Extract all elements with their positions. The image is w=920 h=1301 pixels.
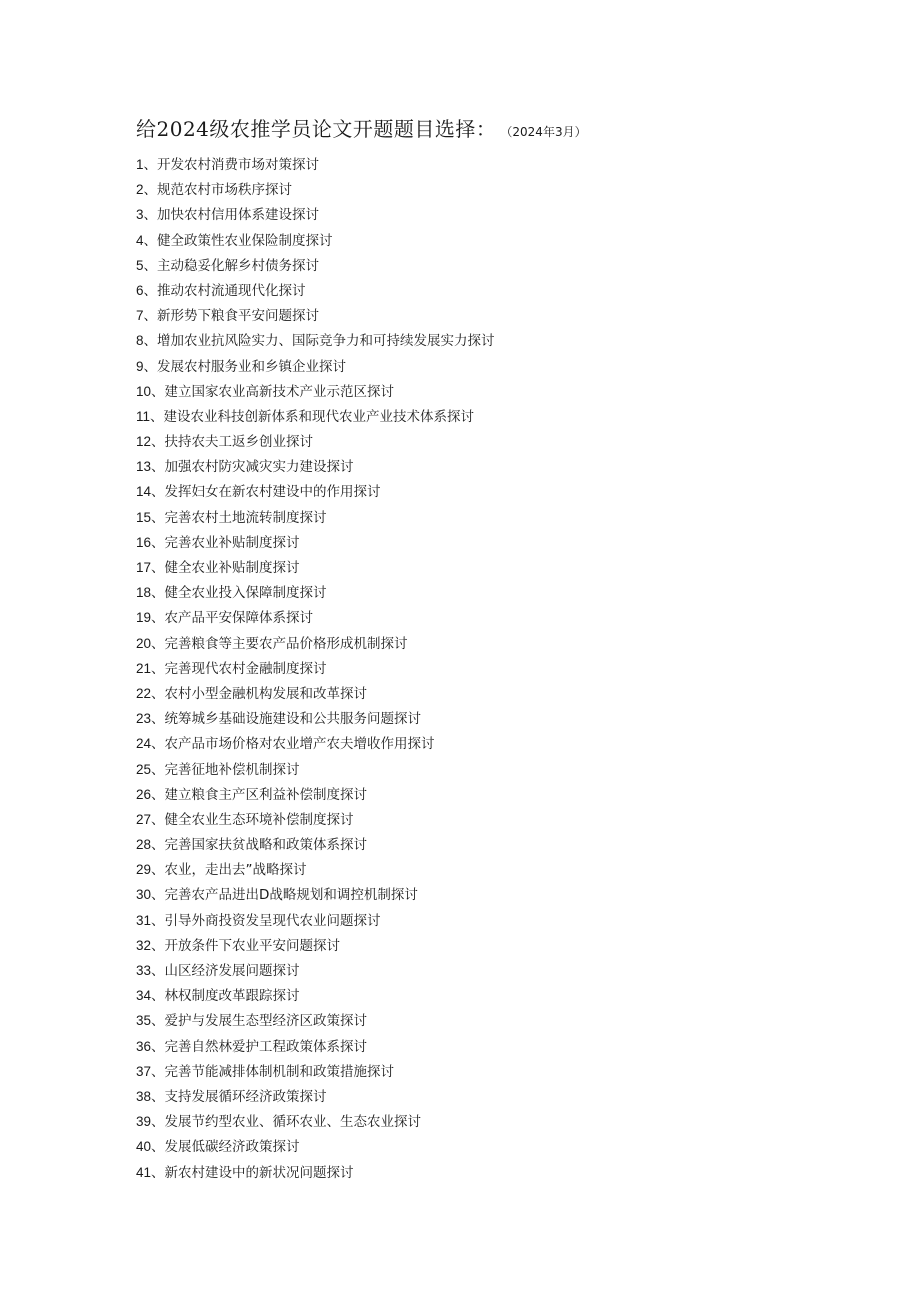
list-item	[136, 757, 495, 782]
list-item-number: 6、	[136, 282, 158, 298]
list-item-text: 新形势下粮食平安问题探讨	[157, 308, 320, 325]
list-item-text: 完善节能减排体制机制和政策措施探讨	[164, 1063, 395, 1080]
list-item-text: 推动农村流通现代化探讨	[157, 282, 306, 299]
list-item	[136, 882, 495, 907]
list-item-number: 31、	[136, 912, 165, 928]
title-date: （2024年3月）	[506, 125, 587, 139]
list-item-number: 18、	[136, 585, 165, 601]
list-item-text: 完善征地补偿机制探讨	[164, 761, 300, 778]
list-item-number: 33、	[136, 963, 165, 978]
list-item-text: 农产品市场价格对农业增产农夫增收作用探讨	[164, 736, 435, 753]
list-item	[136, 631, 495, 656]
list-item-number: 19、	[136, 610, 165, 626]
list-item-text: 完善现代农村金融制度探讨	[164, 660, 327, 677]
list-item	[136, 429, 495, 454]
list-item-text: 山区经济发展问题探讨	[164, 963, 300, 979]
list-item	[136, 1059, 495, 1084]
list-item	[136, 832, 495, 857]
list-item-number: 2、	[136, 182, 158, 198]
list-item-text: 统筹城乡基础设施建设和公共服务问题探讨	[164, 711, 422, 728]
list-item-number: 16、	[136, 534, 165, 550]
list-item-text: 林权制度改革跟踪探讨	[164, 988, 300, 1005]
list-item-text: 健全农业补贴制度探讨	[164, 560, 300, 576]
list-item-text: 健全农业投入保障制度探讨	[164, 585, 327, 602]
list-item-text: 建立粮食主产区利益补偿制度探讨	[164, 786, 368, 803]
list-item-number: 22、	[136, 685, 165, 701]
list-item-number: 4、	[136, 232, 158, 248]
list-item	[136, 1034, 495, 1059]
list-item-number: 40、	[136, 1139, 165, 1155]
list-item-number: 38、	[136, 1088, 165, 1104]
list-item	[136, 580, 495, 605]
list-item	[136, 983, 495, 1008]
list-item	[136, 379, 495, 404]
list-item-text: 加强农村防灾减灾实力建设探讨	[164, 459, 354, 476]
list-item-number: 7、	[136, 308, 158, 324]
list-item	[136, 1109, 495, 1134]
list-item-text: 农村小型金融机构发展和改革探讨	[164, 685, 368, 702]
list-item-text: 健全政策性农业保险制度探讨	[157, 232, 333, 249]
list-item	[136, 505, 495, 530]
list-item-text: 发展节约型农业、循环农业、生态农业探讨	[164, 1114, 422, 1131]
list-item-text: 主动稳妥化解乡村债务探讨	[157, 257, 320, 274]
list-item	[136, 958, 495, 983]
list-item	[136, 908, 495, 933]
list-item-number: 17、	[136, 560, 165, 575]
list-item-number: 28、	[136, 837, 165, 853]
list-item-text: 发展农村服务业和乡镇企业探讨	[157, 358, 347, 375]
list-item	[136, 454, 495, 479]
list-item-number: 41、	[136, 1164, 165, 1180]
list-item	[136, 152, 495, 177]
list-item-number: 21、	[136, 660, 165, 676]
list-item-number: 10、	[136, 383, 165, 399]
list-item-number: 20、	[136, 635, 165, 651]
list-item	[136, 1160, 495, 1185]
list-item	[136, 177, 495, 202]
list-item	[136, 354, 495, 379]
list-item-text: 建设农业科技创新体系和现代农业产业技术体系探讨	[163, 408, 475, 425]
list-item-text: 完善自然林爱护工程政策体系探讨	[164, 1038, 368, 1055]
list-item-number: 14、	[136, 484, 165, 500]
list-item	[136, 228, 495, 253]
list-item-text: 完善农村土地流转制度探讨	[164, 509, 327, 526]
document-title-line	[136, 112, 587, 149]
list-item-text: 开发农村消费市场对策探讨	[157, 157, 320, 173]
list-item-number: 30、	[136, 887, 165, 903]
list-item	[136, 303, 495, 328]
list-item-text: 支持发展循环经济政策探讨	[164, 1088, 327, 1105]
list-item	[136, 731, 495, 756]
topic-list	[136, 152, 495, 1185]
list-item-number: 1、	[136, 157, 158, 172]
list-item	[136, 253, 495, 278]
list-item	[136, 681, 495, 706]
list-item-text: 规范农村市场秩序探讨	[157, 182, 293, 199]
list-item-text: 农产品平安保障体系探讨	[164, 610, 314, 627]
list-item	[136, 857, 495, 882]
list-item-number: 12、	[136, 434, 165, 450]
list-item-number: 15、	[136, 509, 165, 525]
list-item-text: 完善国家扶贫战略和政策体系探讨	[164, 837, 368, 854]
list-item	[136, 479, 495, 504]
list-item	[136, 782, 495, 807]
list-item-number: 32、	[136, 937, 165, 953]
list-item-text: 增加农业抗风险实力、国际竞争力和可持续发展实力探讨	[157, 333, 495, 350]
list-item-number: 11、	[136, 408, 164, 424]
list-item-number: 39、	[136, 1114, 165, 1130]
list-item-number: 24、	[136, 736, 165, 752]
list-item	[136, 1084, 495, 1109]
list-item	[136, 706, 495, 731]
list-item	[136, 278, 495, 303]
list-item-text: 建立国家农业高新技术产业示范区探讨	[164, 383, 395, 400]
list-item-text: 爱护与发展生态型经济区政策探讨	[164, 1013, 368, 1030]
list-item-number: 37、	[136, 1063, 165, 1079]
list-item-text: 扶持农夫工返乡创业探讨	[164, 434, 314, 451]
list-item-text: 完善农业补贴制度探讨	[164, 534, 300, 551]
list-item-number: 5、	[136, 257, 158, 273]
list-item-text: 引导外商投资发呈现代农业问题探讨	[164, 912, 381, 929]
list-item	[136, 328, 495, 353]
list-item-text: 开放条件下农业平安问题探讨	[164, 937, 341, 954]
list-item	[136, 530, 495, 555]
list-item	[136, 605, 495, 630]
list-item-number: 23、	[136, 711, 165, 727]
list-item	[136, 404, 495, 429]
list-item-text: 发挥妇女在新农村建设中的作用探讨	[164, 484, 381, 501]
list-item-text: 完善粮食等主要农产品价格形成机制探讨	[164, 635, 408, 652]
list-item-number: 36、	[136, 1038, 165, 1054]
list-item-number: 25、	[136, 761, 165, 777]
list-item-number: 29、	[136, 862, 165, 878]
list-item-text: 新农村建设中的新状况问题探讨	[164, 1164, 354, 1181]
list-item	[136, 202, 495, 227]
list-item-number: 34、	[136, 988, 165, 1004]
list-item-number: 13、	[136, 459, 165, 475]
list-item-text: 完善农产品进出D战略规划和调控机制探讨	[164, 887, 418, 904]
list-item-text: 农业，走出去”战略探讨	[164, 862, 307, 879]
list-item-number: 27、	[136, 811, 165, 827]
list-item-text: 加快农村信用体系建设探讨	[157, 207, 320, 224]
list-item-number: 3、	[136, 207, 158, 223]
list-item	[136, 933, 495, 958]
page-title: 给2024级农推学员论文开题题目选择：	[136, 117, 497, 141]
list-item	[136, 555, 495, 580]
list-item-number: 9、	[136, 358, 158, 374]
list-item	[136, 656, 495, 681]
list-item-number: 8、	[136, 333, 158, 349]
list-item	[136, 1008, 495, 1033]
list-item	[136, 807, 495, 832]
list-item-number: 35、	[136, 1013, 165, 1029]
list-item	[136, 1134, 495, 1159]
list-item-number: 26、	[136, 786, 165, 802]
list-item-text: 健全农业生态环境补偿制度探讨	[164, 811, 354, 828]
list-item-text: 发展低碳经济政策探讨	[164, 1139, 300, 1156]
